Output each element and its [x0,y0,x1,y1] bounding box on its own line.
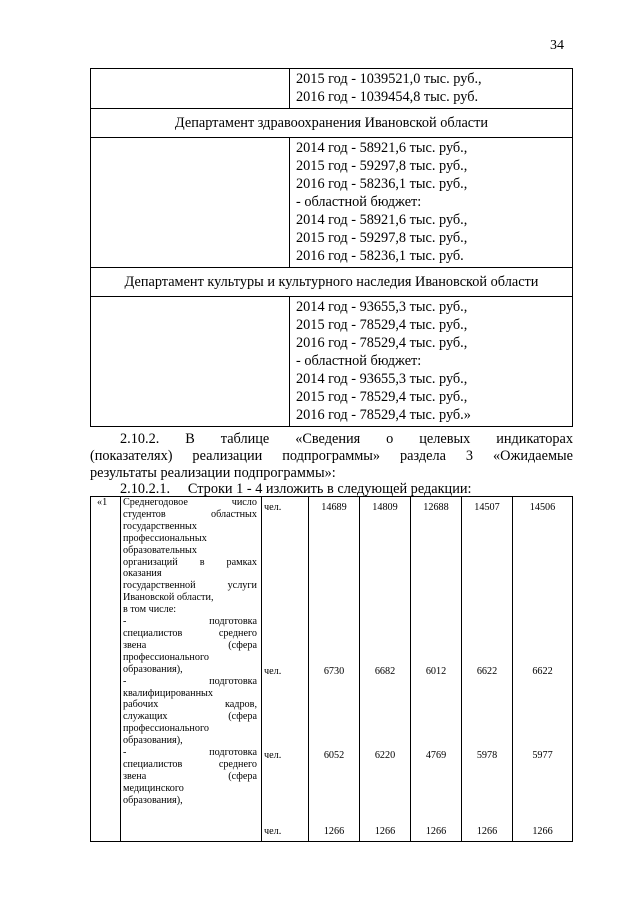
table-row [91,268,573,297]
funding-line: 2016 год - 78529,4 тыс. руб., [296,335,468,351]
funding-line: - областной бюджет: [296,353,422,369]
page-number: 34 [550,38,564,53]
description-line: - подготовка [123,616,257,628]
value: 6730 [323,666,345,677]
description-line: студентов областных [123,508,257,520]
funding-line: 2014 год - 58921,6 тыс. руб., [296,140,468,156]
paragraph-2-10-2-1: 2.10.2.1. Строки 1 - 4 изложить в следующей редакции: [120,481,472,497]
description-line: государственных [123,520,197,532]
value: 6622 [476,666,498,677]
funding-line: 2015 год - 1039521,0 тыс. руб., [296,71,482,87]
paragraph-line: (показателях) реализации подпрограммы» раздела 3 «Ожидаемые [90,448,573,464]
funding-line: 2015 год - 78529,4 тыс. руб., [296,317,468,333]
value-cell [360,497,411,842]
paragraph-line: результаты реализации подпрограммы»: [90,465,336,481]
description-line: образования), [123,794,183,806]
row-number: «1 [97,497,108,508]
paragraph-2-10-2 [90,431,573,482]
description-line: профессионального [123,651,209,663]
funding-line: 2016 год - 1039454,8 тыс. руб. [296,89,479,105]
indicator-table [90,496,573,842]
value: 14809 [372,502,398,513]
row-number-cell [91,497,121,842]
value: 1266 [323,826,345,837]
value-cell [513,497,573,842]
value: 14506 [529,502,556,513]
value: 1266 [476,826,498,837]
table-row [91,138,573,268]
table-row [91,497,573,842]
unit-label: чел. [264,826,282,837]
table-row [91,109,573,138]
table-row [91,69,573,109]
funding-amounts-cell [290,138,573,268]
description-line: рабочих кадров, [123,699,257,711]
value: 14689 [321,502,347,513]
funding-line: 2016 год - 58236,1 тыс. руб., [296,176,468,192]
funding-line: 2015 год - 59297,8 тыс. руб., [296,158,468,174]
funding-amounts-cell [290,297,573,427]
description-line: образования), [123,735,183,747]
unit-label: чел. [264,750,282,761]
description-line: образования), [123,663,183,675]
value: 1266 [425,826,447,837]
value: 1266 [374,826,396,837]
value-cell [411,497,462,842]
value: 4769 [425,750,447,761]
empty-cell [91,297,290,427]
funding-table [90,68,573,427]
value: 6682 [374,666,396,677]
value: 6012 [425,666,447,677]
description-cell [121,497,262,842]
description-line: Среднегодовое число [123,497,257,508]
description-line: квалифицированных [123,687,213,699]
table-row [91,297,573,427]
department-heading: Департамент здравоохранения Ивановской области [91,109,573,138]
paragraph-line: 2.10.2. В таблице «Сведения о целевых индикаторах [120,431,573,447]
funding-line: 2016 год - 78529,4 тыс. руб.» [296,407,471,423]
description-line: служащих (сфера [123,711,257,723]
funding-line: 2014 год - 93655,3 тыс. руб., [296,299,468,315]
value: 6052 [323,750,345,761]
description-line: специалистов среднего [123,758,257,770]
unit-label: чел. [264,502,282,513]
funding-line: - областной бюджет: [296,194,422,210]
value-cell [462,497,513,842]
value: 14507 [474,502,500,513]
description-line: - подготовка [123,747,257,759]
funding-line: 2016 год - 58236,1 тыс. руб. [296,248,464,264]
description-line: звена (сфера [123,639,257,651]
value: 5977 [532,750,553,761]
funding-line: 2015 год - 78529,4 тыс. руб., [296,389,468,405]
value: 6220 [374,750,396,761]
value: 5978 [476,750,498,761]
funding-amounts-cell [290,69,573,109]
description-line: образовательных [123,544,197,556]
description-line: медицинского [123,782,184,794]
description-line: профессиональных [123,532,207,544]
value-cell [309,497,360,842]
value: 12688 [423,502,449,513]
description-line: - подготовка [123,675,257,687]
funding-line: 2014 год - 93655,3 тыс. руб., [296,371,468,387]
value: 6622 [532,666,553,677]
empty-cell [91,138,290,268]
unit-cell [262,497,309,842]
department-heading: Департамент культуры и культурного наследия Ивановской области [91,268,573,297]
description-line: Ивановской области, [123,592,214,604]
funding-line: 2015 год - 59297,8 тыс. руб., [296,230,468,246]
description-line: профессионального [123,723,209,735]
description-line: государственной услуги [123,580,257,592]
description-line: оказания [123,568,162,580]
value: 1266 [532,826,553,837]
empty-cell [91,69,290,109]
description-line: звена (сфера [123,770,257,782]
description-line: в том числе: [123,604,177,616]
funding-line: 2014 год - 58921,6 тыс. руб., [296,212,468,228]
description-line: специалистов среднего [123,627,257,639]
description-line: организаций в рамках [123,556,257,568]
unit-label: чел. [264,666,282,677]
